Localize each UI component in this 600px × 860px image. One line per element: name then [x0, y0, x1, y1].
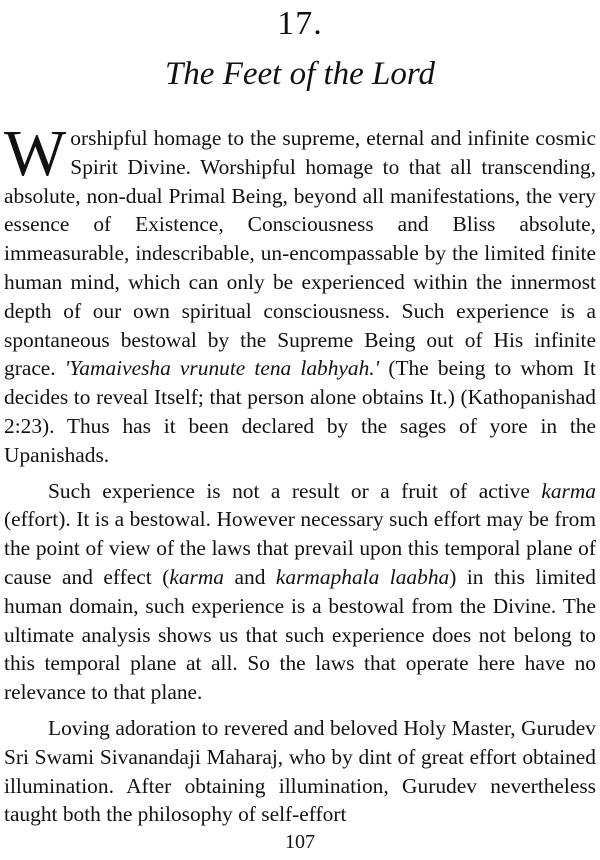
chapter-title: The Feet of the Lord	[164, 56, 436, 92]
paragraph-2	[4, 477, 596, 707]
paragraph-2-text: (effort). It is a bestowal. However necessary such effort may be from the point of view of the laws that prevail upon this temporal plane of cause and effect (	[4, 507, 596, 589]
paragraph-2-text: Such experience is not a result or a fruit of active	[48, 478, 542, 503]
term-karma: karma	[169, 564, 224, 589]
paragraph-2-text: and	[224, 564, 276, 589]
paragraph-1-text-continued: (The being to whom It decides to reveal Itself; that person alone obtains It.) (Kathopanishad 2:23). Thus has it been declared by the sages of yore in the Upanishads.	[4, 356, 596, 467]
sanskrit-quote: 'Yamaivesha vrunute tena labhyah.'	[64, 356, 380, 381]
paragraph-1-text: orshipful homage to the supreme, eternal and infinite cosmic Spirit Divine. Worshipful homage to that all transcending, absolute, non-dual Primal Being, beyond all manifestations, the very essence of Existence, Consciousness and Bliss absolute, immeasurable, indescribable, un-encompassable by the limited finite human mind, which can only be experienced within the innermost depth of our own spiritual consciousness. Such experience is a spontaneous bestowal by the Supreme Being out of His infinite grace.	[4, 126, 596, 381]
page-number: 107	[285, 831, 315, 853]
paragraph-2-text: ) in this limited human domain, such experience is a bestowal from the Divine. The ultimate analysis shows us that such experience does not belong to this temporal plane at all. So the laws that operate here have no relevance to that plane.	[4, 564, 597, 705]
paragraph-3	[4, 714, 596, 829]
drop-cap: W	[4, 117, 67, 190]
term-karmaphala-laabha: karmaphala laabha	[275, 564, 450, 589]
chapter-number: 17.	[277, 5, 323, 42]
term-karma: karma	[541, 478, 596, 503]
paragraph-1	[4, 117, 596, 470]
chapter-body	[4, 117, 597, 829]
paragraph-3-text: Loving adoration to revered and beloved Holy Master, Gurudev Sri Swami Sivanandaji Maharaj, who by dint of great effort obtained illumination. After obtaining illumination, Gurudev nevertheless taught both the philosophy of self-effort	[4, 715, 596, 827]
